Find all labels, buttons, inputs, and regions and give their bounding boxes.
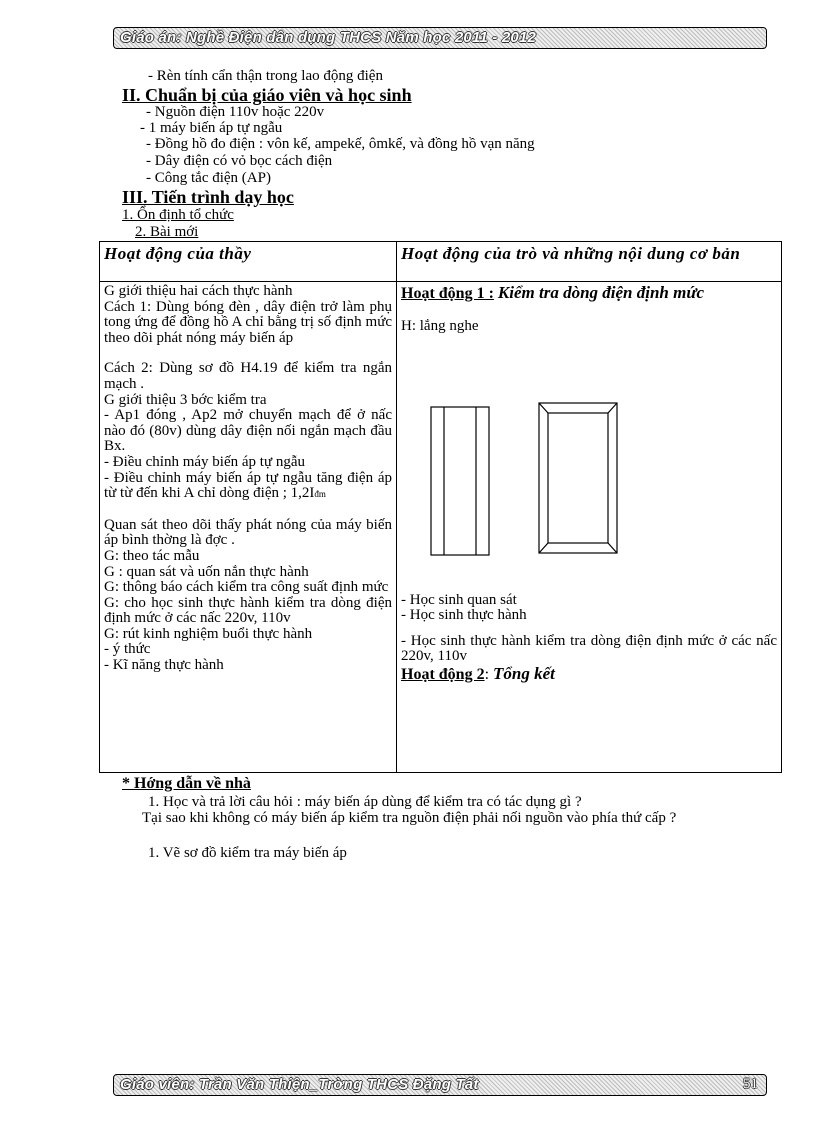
teacher-review: G: rút kinh nghiệm buổi thực hành — [104, 625, 313, 642]
homework-question-2: Tại sao khi không có máy biến áp kiểm tra nguồn điện phải nối nguồn vào phía thứ cấp ? — [142, 810, 677, 826]
step-3-formula: ; 1,2I — [282, 485, 315, 502]
page-number: 51 — [743, 1076, 758, 1092]
line-switch: - Công tắc điện (AP) — [146, 170, 271, 186]
student-check-current: - Học sinh thực hành kiểm tra dòng điện định mức ở các nấc 220v, 110v — [401, 632, 777, 665]
activity-2-title — [401, 665, 777, 684]
student-listen: H: lắng nghe — [401, 318, 479, 334]
activity-table — [99, 241, 782, 773]
review-attitude: - ý thức — [104, 641, 151, 658]
homework-title: * Hớng dẫn về nhà — [122, 775, 251, 792]
sub-organize: 1. Ổn định tổ chức — [122, 207, 234, 223]
step-2: - Điều chỉnh máy biến áp tự ngẫu — [104, 453, 305, 470]
teacher-practice: G: cho học sinh thực hành kiểm tra dòng điện định mức ở các nấc 220v, 110v — [104, 594, 392, 627]
transformer-core-illustration — [411, 395, 771, 565]
header-title: Giáo án: Nghề Điện dân dụng THCS Năm học 2011 - 2012 — [120, 29, 537, 46]
line-meters: - Đồng hồ đo điện : vôn kế, ampekế, ômkế, và đồng hồ vạn năng — [146, 136, 535, 152]
footer-teacher: Giáo viên: Trần Văn Thiện_Trờng THCS Đặng Tất — [120, 1076, 479, 1093]
method-1: Cách 1: Dùng bóng đèn , dây điện trở làm phụ tong ứng để đồng hồ A chỉ bằng trị số định mức theo dõi phát nóng máy biến áp — [104, 298, 392, 346]
review-skill: - Kĩ năng thực hành — [104, 657, 224, 674]
step-3 — [104, 471, 392, 503]
activity-1-label: Hoạt động 1 : — [401, 285, 494, 302]
step-3-text: - Điều chỉnh máy biến áp tự ngẫu tăng điện áp từ từ đến khi A chỉ dòng điện — [104, 469, 392, 502]
activity-1-title — [401, 282, 777, 303]
header-banner — [113, 27, 767, 49]
section-3-heading: III. Tiến trình dạy học — [122, 187, 294, 207]
line-wires: - Dây điện có vỏ bọc cách điện — [146, 153, 333, 169]
teacher-announce: G: thông báo cách kiểm tra công suất định mức — [104, 579, 389, 596]
teacher-column-header: Hoạt động của thầy — [100, 242, 397, 282]
homework-question-1: 1. Học và trả lời câu hỏi : máy biến áp dùng để kiểm tra có tác dụng gì ? — [148, 794, 582, 810]
activity-2-name: Tổng kết — [493, 663, 555, 683]
student-observe: - Học sinh quan sát — [401, 591, 517, 608]
activity-2-label: Hoạt động 2 — [401, 665, 485, 683]
activity-2-sep: : — [484, 665, 490, 683]
student-practice: - Học sinh thực hành — [401, 607, 527, 624]
observe-heating: Quan sát theo dõi thấy phát nóng của máy biến áp bình thờng là đợc . — [104, 516, 392, 549]
core-frame-left-icon — [431, 407, 489, 555]
line-skill: - Rèn tính cẩn thận trong lao động điện — [148, 68, 383, 84]
activity-1-name: Kiểm tra dòng điện định mức — [497, 283, 705, 302]
teacher-intro: G giới thiệu hai cách thực hành — [104, 283, 293, 299]
teacher-activities — [100, 282, 397, 773]
method-2: Cách 2: Dùng sơ đồ H4.19 để kiểm tra ngắn mạch . — [104, 360, 392, 392]
step-1: - Ap1 đóng , Ap2 mở chuyển mạch để ở nấc nào đó (80v) dùng dây điện nối ngắn mạch đầu Bx. — [104, 407, 392, 455]
teacher-demo: G: theo tác mẫu — [104, 547, 200, 564]
three-steps-intro: G giới thiệu 3 bớc kiểm tra — [104, 391, 267, 408]
line-autotransformer: - 1 máy biến áp tự ngẫu — [140, 120, 283, 136]
homework-task: 1. Vẽ sơ đồ kiểm tra máy biến áp — [148, 845, 347, 861]
teacher-observe: G : quan sát và uốn nắn thực hành — [104, 563, 309, 580]
sub-new-lesson: 2. Bài mới — [135, 224, 199, 240]
core-frame-right-icon — [539, 403, 617, 553]
line-power-source: - Nguồn điện 110v hoặc 220v — [146, 104, 325, 120]
student-activities — [397, 282, 782, 773]
student-column-header: Hoạt động của trò và những nội dung cơ bản — [397, 242, 782, 282]
section-2-heading: II. Chuẩn bị của giáo viên và học sinh — [122, 85, 412, 105]
rated-subscript: đm — [314, 489, 326, 500]
footer-banner — [113, 1074, 767, 1096]
